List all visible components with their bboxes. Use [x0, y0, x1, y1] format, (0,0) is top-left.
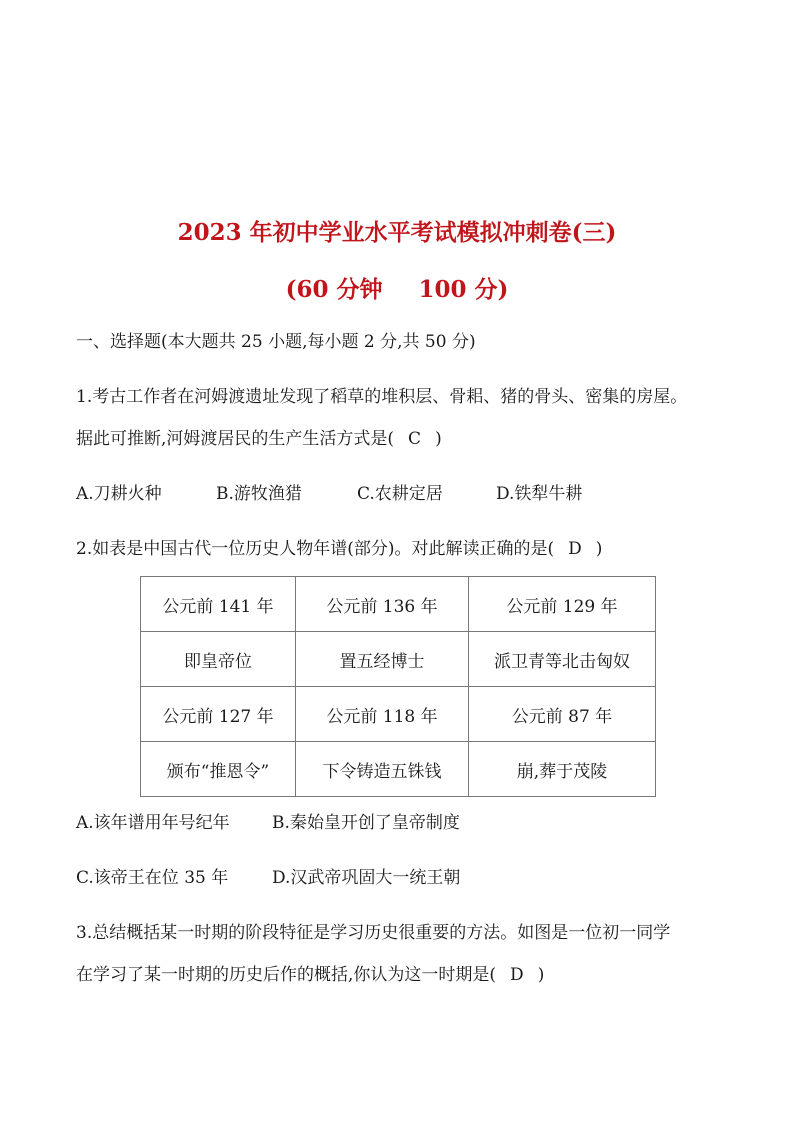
table-cell: 颁布“推恩令”: [141, 742, 296, 797]
table-cell: 公元前 136 年: [296, 577, 469, 632]
question-1-option-d: D.铁犁牛耕: [496, 484, 583, 504]
question-3-line-1: 3.总结概括某一时期的阶段特征是学习历史很重要的方法。如图是一位初一同学: [76, 923, 671, 943]
table-row: [141, 577, 656, 632]
question-2-option-c: C.该帝王在位 35 年: [76, 868, 229, 888]
question-3-answer: D: [510, 965, 524, 985]
question-2-stem: 2.如表是中国古代一位历史人物年谱(部分)。对此解读正确的是(: [76, 539, 555, 559]
question-3-close-paren: ): [537, 965, 545, 985]
question-1-stem-end: 据此可推断,河姆渡居民的生产生活方式是(: [76, 429, 395, 449]
exam-title: 2023 年初中学业水平考试模拟冲刺卷(三): [177, 219, 617, 246]
chronology-table: [140, 576, 656, 797]
question-3-line-2: [76, 960, 544, 985]
question-1-answer: C: [408, 429, 422, 449]
question-2-line-1: [76, 534, 602, 559]
table-cell: 公元前 129 年: [469, 577, 656, 632]
table-cell: 即皇帝位: [141, 632, 296, 687]
table-cell: 崩,葬于茂陵: [469, 742, 656, 797]
table-cell: 派卫青等北击匈奴: [469, 632, 656, 687]
question-1-option-c: C.农耕定居: [357, 484, 443, 504]
exam-score: 100 分): [418, 276, 509, 303]
question-2-answer: D: [568, 539, 582, 559]
table-cell: 公元前 118 年: [296, 687, 469, 742]
question-1-close-paren: ): [435, 429, 442, 449]
exam-duration: (60 分钟: [285, 276, 383, 303]
question-2-option-b: B.秦始皇开创了皇帝制度: [272, 813, 460, 833]
question-1-line-2: [76, 424, 442, 449]
question-2-option-d: D.汉武帝巩固大一统王朝: [272, 868, 461, 888]
question-2-close-paren: ): [595, 539, 603, 559]
question-1-option-a: A.刀耕火种: [76, 484, 162, 504]
table-row: [141, 632, 656, 687]
section-heading: 一、选择题(本大题共 25 小题,每小题 2 分,共 50 分): [76, 332, 476, 352]
exam-subtitle: [0, 271, 794, 304]
question-2-option-a: A.该年谱用年号纪年: [76, 813, 230, 833]
question-1-option-b: B.游牧渔猎: [216, 484, 302, 504]
table-row: [141, 687, 656, 742]
table-cell: 公元前 127 年: [141, 687, 296, 742]
question-3-stem-end: 在学习了某一时期的历史后作的概括,你认为这一时期是(: [76, 965, 497, 985]
question-1-line-1: 1.考古工作者在河姆渡遗址发现了稻草的堆积层、骨耜、猪的骨头、密集的房屋。: [76, 387, 688, 407]
table-row: [141, 742, 656, 797]
table-cell: 公元前 87 年: [469, 687, 656, 742]
table-cell: 置五经博士: [296, 632, 469, 687]
table-cell: 下令铸造五铢钱: [296, 742, 469, 797]
table-cell: 公元前 141 年: [141, 577, 296, 632]
